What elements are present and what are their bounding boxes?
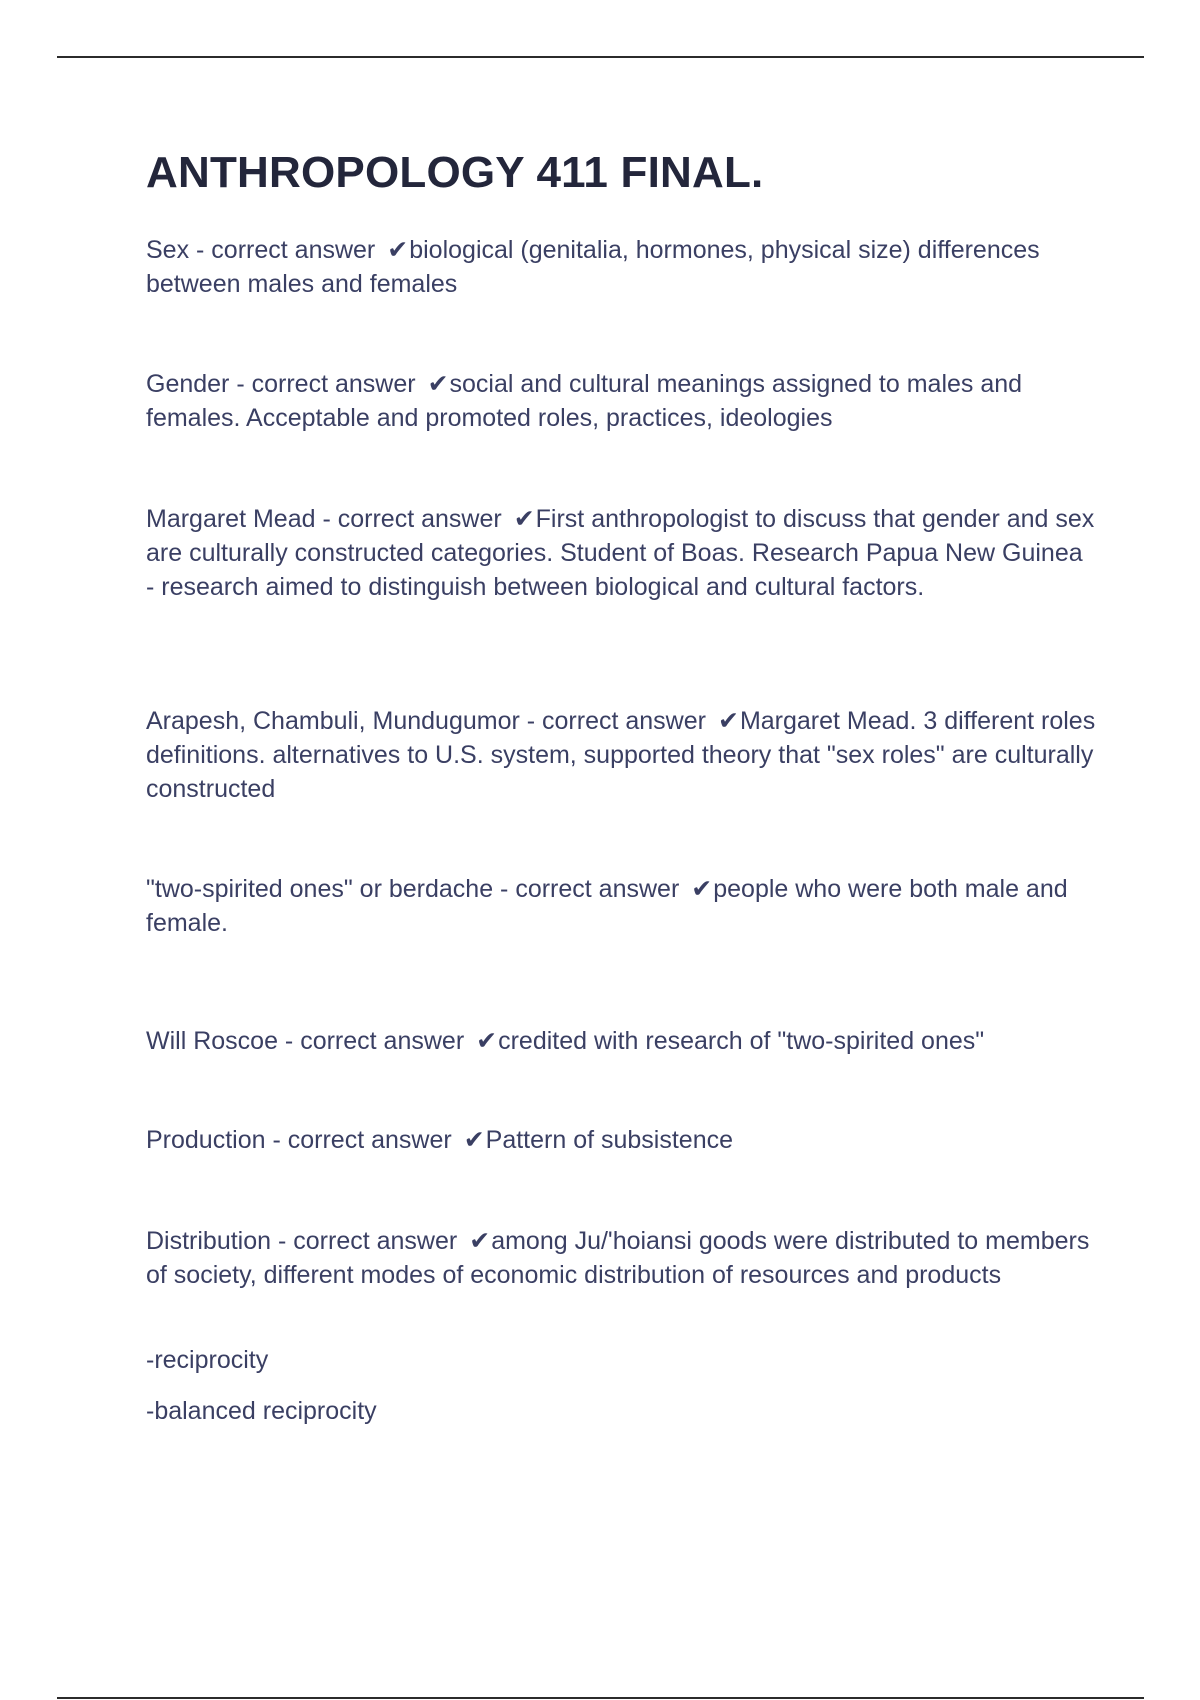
entry-separator: - correct answer	[265, 1126, 452, 1154]
entry-term: Margaret Mead	[146, 505, 316, 533]
check-icon: ✔	[387, 236, 409, 264]
check-icon: ✔	[691, 875, 713, 903]
entry-separator: - correct answer	[189, 236, 376, 264]
entry-two-spirited	[146, 872, 1096, 940]
check-icon: ✔	[427, 370, 449, 398]
entry-definition: credited with research of "two-spirited ones"	[498, 1027, 985, 1055]
entry-definition: people who were both male and female.	[146, 875, 1068, 937]
entry-separator: - correct answer	[277, 1027, 465, 1055]
entry-margaret-mead	[146, 502, 1096, 604]
entry-separator: - correct answer	[315, 505, 502, 533]
entry-definition: among Ju/'hoiansi goods were distributed to members of society, different modes of economic distribution of resources and products	[146, 1227, 1090, 1289]
page-title: ANTHROPOLOGY 411 FINAL.	[146, 148, 764, 197]
entry-term: Gender	[146, 370, 230, 398]
check-icon: ✔	[463, 1126, 485, 1154]
entry-term: Distribution	[146, 1227, 272, 1255]
entry-sex	[146, 233, 1096, 301]
entry-distribution	[146, 1224, 1096, 1292]
entry-will-roscoe	[146, 1024, 1096, 1058]
entry-definition: Pattern of subsistence	[485, 1126, 734, 1154]
entry-term: Sex	[146, 236, 190, 264]
entry-definition: social and cultural meanings assigned to males and females. Acceptable and promoted roles, practices, ideologies	[146, 370, 1023, 432]
entry-term: "two-spirited ones" or berdache	[146, 875, 494, 903]
check-icon: ✔	[469, 1227, 491, 1255]
footer-rule	[57, 1697, 1144, 1699]
entry-arapesh	[146, 704, 1096, 806]
header-rule	[57, 56, 1144, 58]
check-icon: ✔	[476, 1027, 498, 1055]
entry-term: Will Roscoe	[146, 1027, 278, 1055]
check-icon: ✔	[513, 505, 535, 533]
entry-definition: First anthropologist to discuss that gender and sex are culturally constructed categories. Student of Boas. Research Papua New Guinea - research aimed to distinguish between biological and cultural factors.	[146, 505, 1095, 601]
entry-term: Production	[146, 1126, 266, 1154]
sub-item-balanced-reciprocity: -balanced reciprocity	[146, 1397, 377, 1425]
entry-definition: Margaret Mead. 3 different roles definitions. alternatives to U.S. system, supported theory that "sex roles" are culturally constructed	[146, 707, 1096, 803]
check-icon: ✔	[717, 707, 739, 735]
sub-item-reciprocity: -reciprocity	[146, 1346, 269, 1374]
entry-separator: - correct answer	[229, 370, 416, 398]
entry-separator: - correct answer	[271, 1227, 458, 1255]
entry-separator: - correct answer	[519, 707, 706, 735]
entry-separator: - correct answer	[493, 875, 680, 903]
entry-production	[146, 1123, 1096, 1157]
entry-term: Arapesh, Chambuli, Mundugumor	[146, 707, 520, 735]
entry-definition: biological (genitalia, hormones, physical size) differences between males and females	[146, 236, 1040, 298]
entry-gender	[146, 367, 1096, 435]
